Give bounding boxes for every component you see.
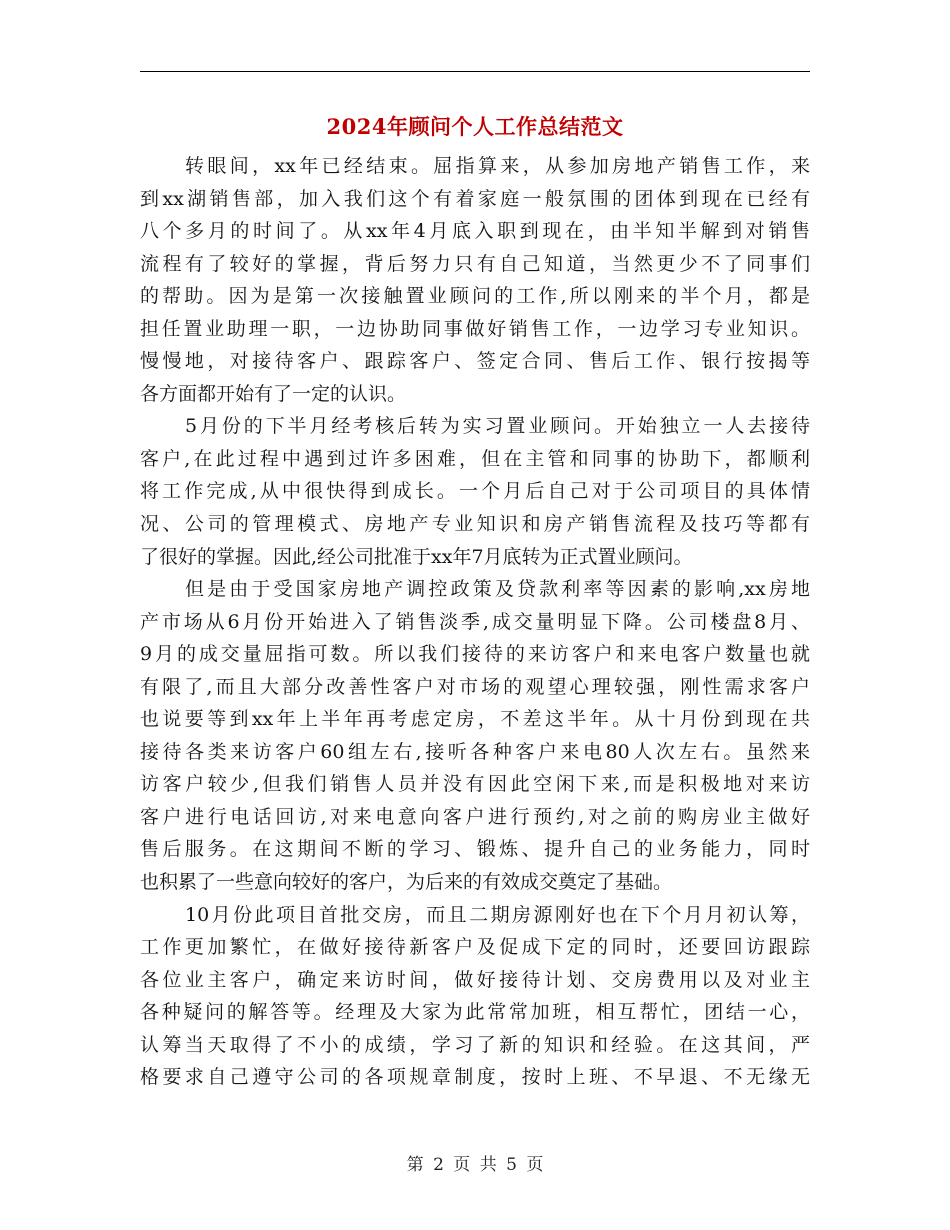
text-line: 访客户较少,但我们销售人员并没有因此空闲下来,而是积极地对来访 — [140, 773, 810, 796]
document-title: 2024年顾问个人工作总结范文 — [326, 114, 624, 139]
text-line: 工作更加繁忙，在做好接待新客户及促成下定的同时，还要回访跟踪 — [140, 936, 810, 959]
header-rule — [140, 71, 810, 72]
text-line: 况、公司的管理模式、房地产专业知识和房产销售流程及技巧等都有 — [140, 513, 810, 536]
text-line: 各种疑问的解答等。经理及大家为此常常加班，相互帮忙，团结一心， — [140, 1001, 810, 1024]
text-line: 慢慢地，对接待客户、跟踪客户、签定合同、售后工作、银行按揭等 — [140, 350, 810, 373]
text-line: 9月的成交量屈指可数。所以我们接待的来访客户和来电客户数量也就 — [140, 643, 810, 666]
paragraph-3 — [140, 573, 810, 898]
text-line: 也积累了一些意向较好的客户，为后来的有效成交奠定了基础。 — [140, 871, 673, 894]
text-line: 格要求自己遵守公司的各项规章制度，按时上班、不早退、不无缘无 — [140, 1066, 810, 1089]
text-line: 认筹当天取得了不小的成绩，学习了新的知识和经验。在这其间，严 — [140, 1033, 810, 1056]
text-line: 各方面都开始有了一定的认识。 — [140, 382, 407, 405]
text-line: 转眼间，xx年已经结束。屈指算来，从参加房地产销售工作，来 — [185, 155, 810, 177]
page-number-footer: 第 2 页 共 5 页 — [406, 1155, 544, 1175]
text-line: 5月份的下半月经考核后转为实习置业顾问。开始独立一人去接待 — [185, 415, 810, 438]
text-line: 客户进行电话回访,对来电意向客户进行预约,对之前的购房业主做好 — [140, 805, 810, 828]
text-line: 有限了,而且大部分改善性客户对市场的观望心理较强，刚性需求客户 — [140, 675, 810, 698]
text-line: 客户,在此过程中遇到过许多困难，但在主管和同事的协助下，都顺利 — [140, 447, 810, 470]
text-line: 八个多月的时间了。从xx年4月底入职到现在，由半知半解到对销售 — [140, 220, 810, 243]
text-line: 的帮助。因为是第一次接触置业顾问的工作,所以刚来的半个月，都是 — [140, 285, 810, 308]
paragraph-4 — [140, 899, 810, 1094]
paragraph-2 — [140, 410, 810, 573]
text-line: 担任置业助理一职，一边协助同事做好销售工作，一边学习专业知识。 — [140, 317, 810, 340]
text-line: 各位业主客户，确定来访时间，做好接待计划、交房费用以及对业主 — [140, 968, 810, 991]
text-line: 10月份此项目首批交房，而且二期房源刚好也在下个月月初认筹， — [185, 903, 810, 926]
text-line: 售后服务。在这期间不断的学习、锻炼、提升自己的业务能力，同时 — [140, 838, 810, 861]
text-line: 接待各类来访客户60组左右,接听各种客户来电80人次左右。虽然来 — [140, 740, 810, 763]
document-body — [140, 150, 810, 1094]
text-line: 到xx湖销售部，加入我们这个有着家庭一般氛围的团体到现在已经有 — [140, 187, 810, 210]
text-line: 将工作完成,从中很快得到成长。一个月后自己对于公司项目的具体情 — [140, 480, 810, 503]
text-line: 流程有了较好的掌握，背后努力只有自己知道，当然更少不了同事们 — [140, 252, 810, 275]
text-line: 产市场从6月份开始进入了销售淡季,成交量明显下降。公司楼盘8月、 — [140, 610, 810, 633]
text-line: 但是由于受国家房地产调控政策及贷款利率等因素的影响,xx房地 — [185, 578, 810, 601]
text-line: 了很好的掌握。因此,经公司批准于xx年7月底转为正式置业顾问。 — [140, 545, 693, 568]
text-line: 也说要等到xx年上半年再考虑定房，不差这半年。从十月份到现在共 — [140, 708, 810, 731]
paragraph-1 — [140, 150, 810, 410]
